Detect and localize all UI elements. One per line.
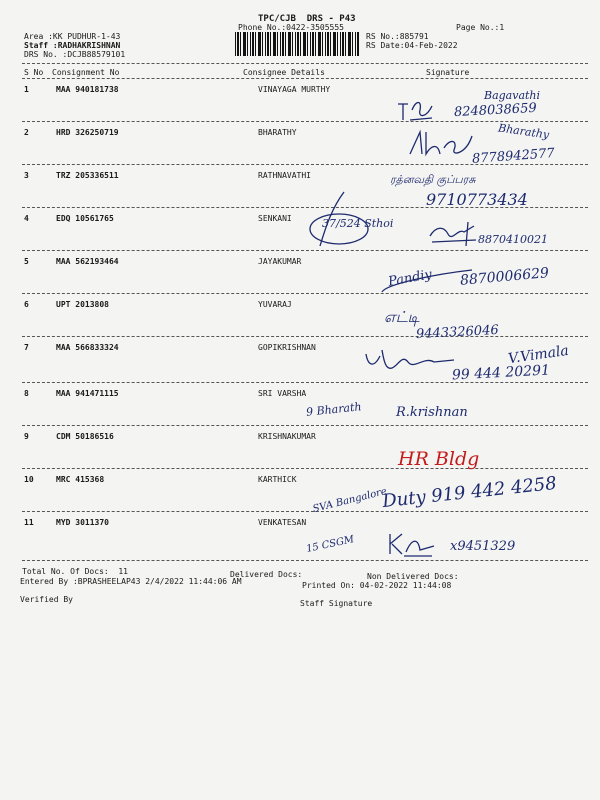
table-bottom-divider: [22, 560, 588, 561]
row-consignment: MAA 566833324: [56, 343, 119, 352]
row-divider: [22, 293, 588, 294]
printed-on: Printed On: 04-02-2022 11:44:08: [302, 581, 452, 590]
row-sno: 8: [24, 389, 29, 398]
row-consignment: MRC 415368: [56, 475, 105, 484]
verified-by: Verified By: [20, 595, 73, 604]
row-consignee: SENKANI: [258, 214, 292, 223]
document-title: TPC/CJB DRS - P43: [258, 14, 356, 24]
handwritten-phone: x9451329: [450, 539, 516, 554]
row-consignee: BHARATHY: [258, 128, 297, 137]
handwritten-name: Pandiy: [387, 267, 434, 290]
row-consignment: MAA 562193464: [56, 257, 119, 266]
handwritten-phone: 8778942577: [471, 146, 556, 167]
row-consignment: MAA 941471115: [56, 389, 119, 398]
row-consignee: KARTHICK: [258, 475, 297, 484]
row-consignment: CDM 50186516: [56, 432, 114, 441]
row-sno: 1: [24, 85, 29, 94]
signature-scribble-4: [428, 220, 478, 246]
page-number: Page No.:1: [456, 23, 505, 32]
column-header-consignment: Consignment No: [52, 68, 120, 77]
handwritten-phone: 8870006629: [459, 265, 550, 289]
row-divider: [22, 382, 588, 383]
rs-date: RS Date:04-Feb-2022: [366, 41, 458, 50]
column-header-sno: S No: [24, 68, 44, 77]
handwritten-name: R.krishnan: [396, 405, 468, 420]
row-divider: [22, 425, 588, 426]
row-divider: [22, 336, 588, 337]
rs-number: RS No.:885791: [366, 32, 429, 41]
handwritten-name: V.Vimala: [507, 342, 570, 368]
handwritten-address: SVA Bangalore: [311, 486, 388, 516]
delivered-docs: Delivered Docs:: [230, 570, 303, 579]
row-sno: 6: [24, 300, 29, 309]
entered-by: Entered By :BPRASHEELAP43 2/4/2022 11:44:06 AM: [20, 577, 242, 586]
row-sno: 3: [24, 171, 29, 180]
non-delivered-docs: Non Delivered Docs:: [367, 572, 459, 581]
row-consignee: VENKATESAN: [258, 518, 307, 527]
handwritten-name: 9 Bharath: [305, 400, 363, 419]
row-consignment: HRD 326250719: [56, 128, 119, 137]
row-sno: 2: [24, 128, 29, 137]
row-consignee: YUVARAJ: [258, 300, 292, 309]
row-sno: 11: [24, 518, 34, 527]
handwritten-phone: 99 444 20291: [451, 362, 551, 384]
row-consignment: MAA 940181738: [56, 85, 119, 94]
area-label: Area :KK PUDHUR-1-43: [24, 32, 121, 41]
row-divider: [22, 511, 588, 512]
column-header-signature: Signature: [426, 68, 470, 77]
handwritten-name: எட்டி: [384, 308, 420, 326]
handwritten-address: 15 CSGM: [305, 534, 356, 555]
row-sno: 5: [24, 257, 29, 266]
handwritten-phone: 9710773434: [426, 190, 528, 209]
column-header-divider: [22, 78, 588, 79]
phone-number: Phone No.:0422-3505555: [238, 23, 344, 32]
handwritten-name: Bharathy: [497, 121, 550, 142]
signature-scribble-1: [396, 96, 436, 126]
row-consignee: KRISHNAKUMAR: [258, 432, 316, 441]
column-header-consignee: Consignee Details: [243, 68, 325, 77]
row-consignee: GOPIKRISHNAN: [258, 343, 316, 352]
handwritten-address: 37/524 Sthoi: [322, 217, 394, 230]
handwritten-name: Bagavathi: [484, 89, 541, 102]
row-consignee: SRI VARSHA: [258, 389, 307, 398]
handwritten-phone: Duty 919 442 4258: [381, 472, 558, 513]
row-divider: [22, 468, 588, 469]
staff-label: Staff :RADHAKRISHNAN: [24, 41, 121, 50]
row-consignment: TRZ 205336511: [56, 171, 119, 180]
row-sno: 10: [24, 475, 34, 484]
total-docs: Total No. Of Docs: 11: [22, 567, 128, 576]
handwritten-note: HR Bldg: [398, 448, 480, 470]
signature-scribble-2: [408, 128, 478, 158]
handwritten-phone: 8248038659: [453, 100, 538, 121]
row-divider: [22, 250, 588, 251]
row-sno: 4: [24, 214, 29, 223]
row-consignment: EDQ 10561765: [56, 214, 114, 223]
row-sno: 7: [24, 343, 29, 352]
handwritten-name: ரத்னவதி குப்பரசு: [390, 173, 476, 186]
barcode: [235, 32, 359, 56]
signature-scribble-7: [364, 346, 456, 376]
header-divider: [22, 63, 588, 64]
handwritten-phone: 8870410021: [478, 233, 548, 246]
drs-number: DRS No. :DCJB88579101: [24, 50, 126, 59]
handwritten-phone: 9443326046: [415, 322, 500, 343]
row-consignment: UPT 2013808: [56, 300, 109, 309]
row-consignee: RATHNAVATHI: [258, 171, 311, 180]
row-sno: 9: [24, 432, 29, 441]
signature-scribble-11: [386, 532, 436, 558]
row-consignment: MYD 3011370: [56, 518, 109, 527]
row-consignee: VINAYAGA MURTHY: [258, 85, 331, 94]
staff-signature: Staff Signature: [300, 599, 373, 608]
row-consignee: JAYAKUMAR: [258, 257, 302, 266]
